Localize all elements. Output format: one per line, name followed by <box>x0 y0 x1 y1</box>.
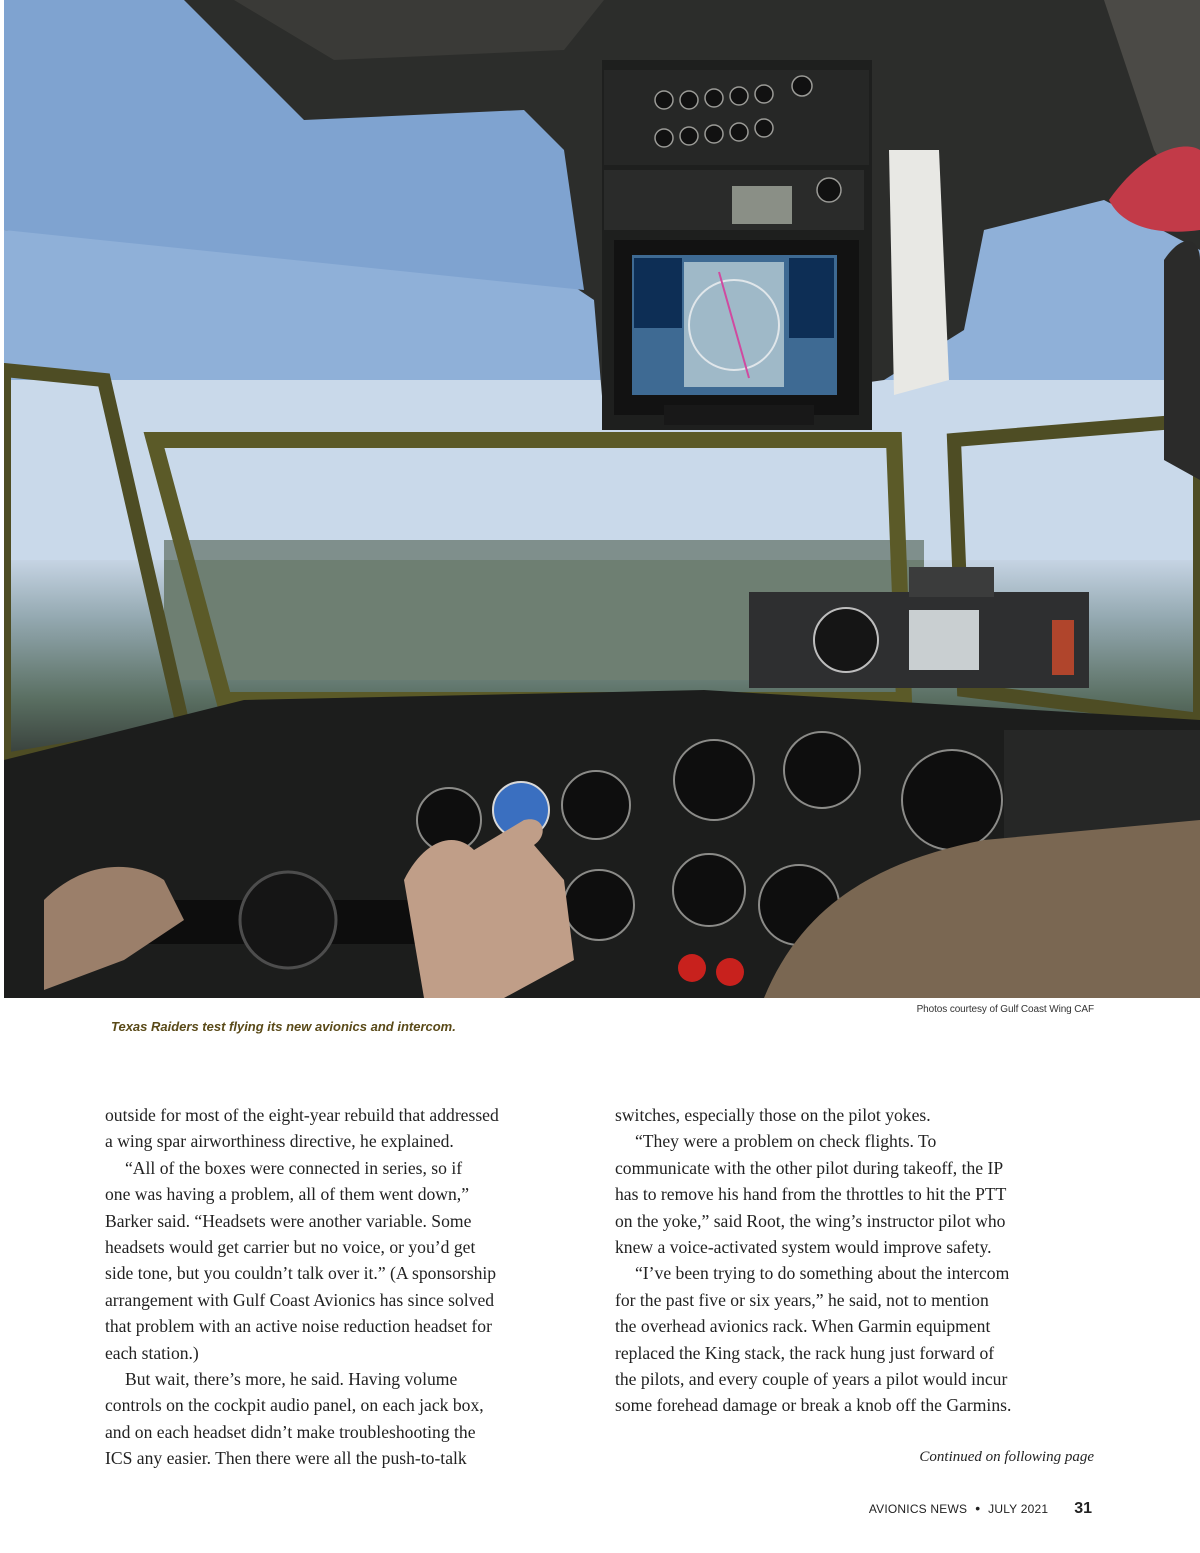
article-line: “All of the boxes were connected in series, so if <box>125 1157 463 1178</box>
continued-note: Continued on following page <box>919 1449 1094 1465</box>
article-line: ICS any easier. Then there were all the push-to-talk <box>105 1448 467 1469</box>
footer-bullet: • <box>975 1500 981 1516</box>
article-line: communicate with the other pilot during takeoff, the IP <box>615 1157 1004 1178</box>
page-number: 31 <box>1074 1500 1092 1517</box>
article-line: that problem with an active noise reduction headset for <box>105 1316 492 1337</box>
issue-date: JULY 2021 <box>988 1502 1049 1516</box>
photo-caption: Texas Raiders test flying its new avionics and intercom. <box>111 1019 456 1034</box>
article-line: for the past five or six years,” he said, not to mention <box>615 1289 989 1310</box>
article-line: the pilots, and every couple of years a pilot would incur <box>615 1369 1008 1390</box>
article-right-column <box>615 1102 1095 1419</box>
article-line: Barker said. “Headsets were another variable. Some <box>105 1210 472 1231</box>
photo-credit: Photos courtesy of Gulf Coast Wing CAF <box>916 1004 1094 1015</box>
article-line: arrangement with Gulf Coast Avionics has since solved <box>105 1289 495 1310</box>
article-line: and on each headset didn’t make troubleshooting the <box>105 1421 476 1442</box>
article-line: a wing spar airworthiness directive, he explained. <box>105 1131 454 1152</box>
article-line: headsets would get carrier but no voice, or you’d get <box>105 1237 476 1258</box>
article-line: side tone, but you couldn’t talk over it.” (A sponsorship <box>105 1263 497 1284</box>
article-left-column <box>105 1102 575 1472</box>
article-line: on the yoke,” said Root, the wing’s instructor pilot who <box>615 1210 1006 1231</box>
cockpit-photo <box>4 0 1200 998</box>
article-line: the overhead avionics rack. When Garmin equipment <box>615 1316 991 1337</box>
article-line: replaced the King stack, the rack hung just forward of <box>615 1342 995 1363</box>
article-line: knew a voice-activated system would improve safety. <box>615 1237 992 1258</box>
article-line: “I’ve been trying to do something about the intercom <box>635 1263 1010 1284</box>
article-line: outside for most of the eight-year rebuild that addressed <box>105 1105 499 1125</box>
article-line: has to remove his hand from the throttles to hit the PTT <box>615 1184 1007 1205</box>
publication-name: AVIONICS NEWS <box>868 1502 968 1516</box>
cockpit-illustration <box>4 0 1200 998</box>
article-line: some forehead damage or break a knob off the Garmins. <box>615 1395 1012 1416</box>
article-line: each station.) <box>105 1342 199 1363</box>
article-line: “They were a problem on check flights. To <box>635 1131 937 1152</box>
article-line: But wait, there’s more, he said. Having volume <box>125 1369 458 1390</box>
article-line: one was having a problem, all of them went down,” <box>105 1184 469 1205</box>
article-line: switches, especially those on the pilot yokes. <box>615 1105 931 1125</box>
article-line: controls on the cockpit audio panel, on each jack box, <box>105 1395 484 1416</box>
page-footer <box>869 1500 1092 1518</box>
